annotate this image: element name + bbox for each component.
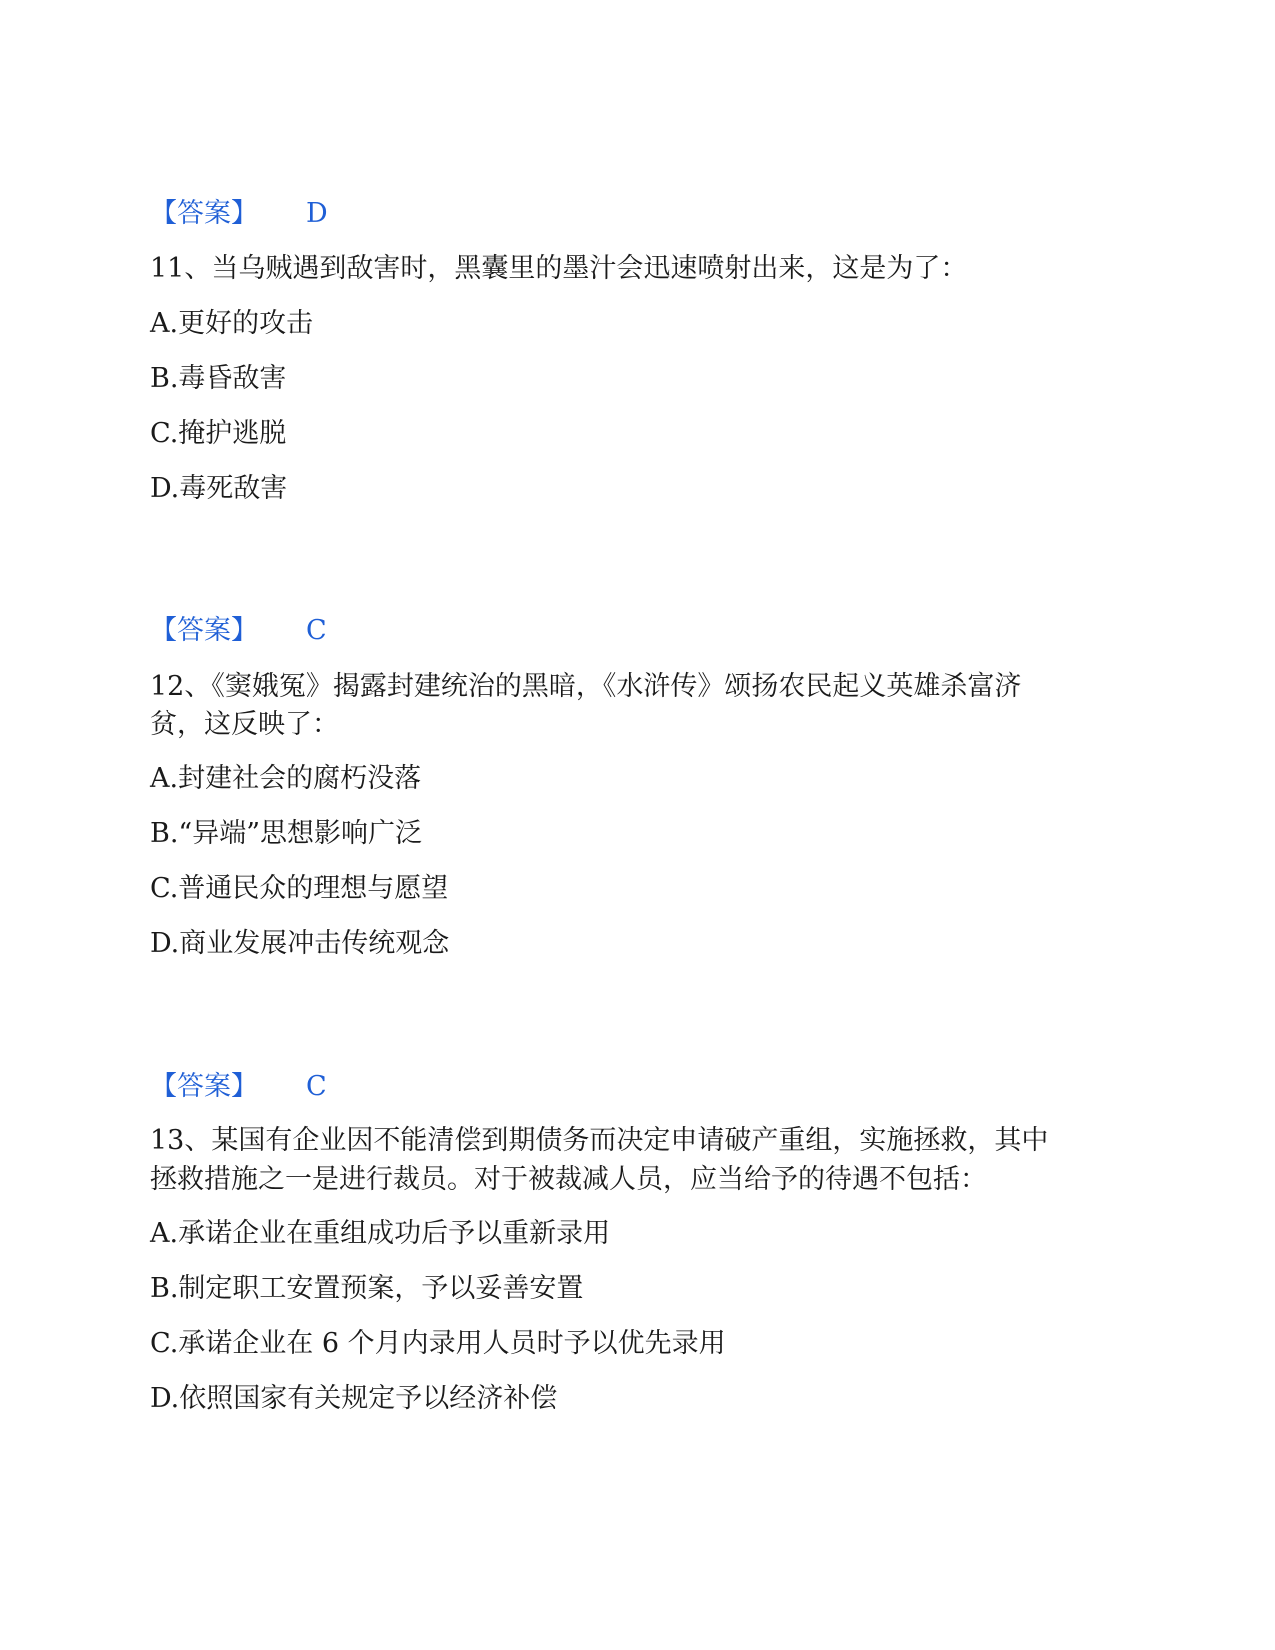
answer-line <box>150 1068 327 1106</box>
answer-value: D <box>306 198 328 229</box>
option-c: C.掩护逃脱 <box>150 418 287 449</box>
option-b: B.毒昏敌害 <box>150 363 287 394</box>
question-text: 12、《窦娥冤》揭露封建统治的黑暗，《水浒传》颂扬农民起义英雄杀富济 <box>150 671 1022 702</box>
option-c: C.承诺企业在 6 个月内录用人员时予以优先录用 <box>150 1328 726 1359</box>
option-b: B.“异端”思想影响广泛 <box>150 818 423 849</box>
answer-line <box>150 612 327 650</box>
option-a: A.封建社会的腐朽没落 <box>150 763 422 794</box>
option-b: B.制定职工安置预案，予以妥善安置 <box>150 1273 584 1304</box>
answer-line <box>150 195 328 233</box>
question-text-continued: 拯救措施之一是进行裁员。对于被裁减人员，应当给予的待遇不包括： <box>150 1164 987 1195</box>
option-c: C.普通民众的理想与愿望 <box>150 873 449 904</box>
answer-label: 【答案】 <box>150 615 258 646</box>
question-text-continued: 贫，这反映了： <box>150 709 339 740</box>
answer-label: 【答案】 <box>150 198 258 229</box>
answer-value: C <box>306 615 327 646</box>
option-a: A.承诺企业在重组成功后予以重新录用 <box>150 1218 611 1249</box>
answer-value: C <box>306 1071 327 1102</box>
question-text: 11、当乌贼遇到敌害时，黑囊里的墨汁会迅速喷射出来，这是为了： <box>150 253 968 284</box>
answer-label: 【答案】 <box>150 1071 258 1102</box>
option-d: D.毒死敌害 <box>150 473 288 504</box>
question-text: 13、某国有企业因不能清偿到期债务而决定申请破产重组，实施拯救，其中 <box>150 1125 1049 1156</box>
option-d: D.依照国家有关规定予以经济补偿 <box>150 1383 558 1414</box>
option-d: D.商业发展冲击传统观念 <box>150 928 450 959</box>
option-a: A.更好的攻击 <box>150 308 314 339</box>
